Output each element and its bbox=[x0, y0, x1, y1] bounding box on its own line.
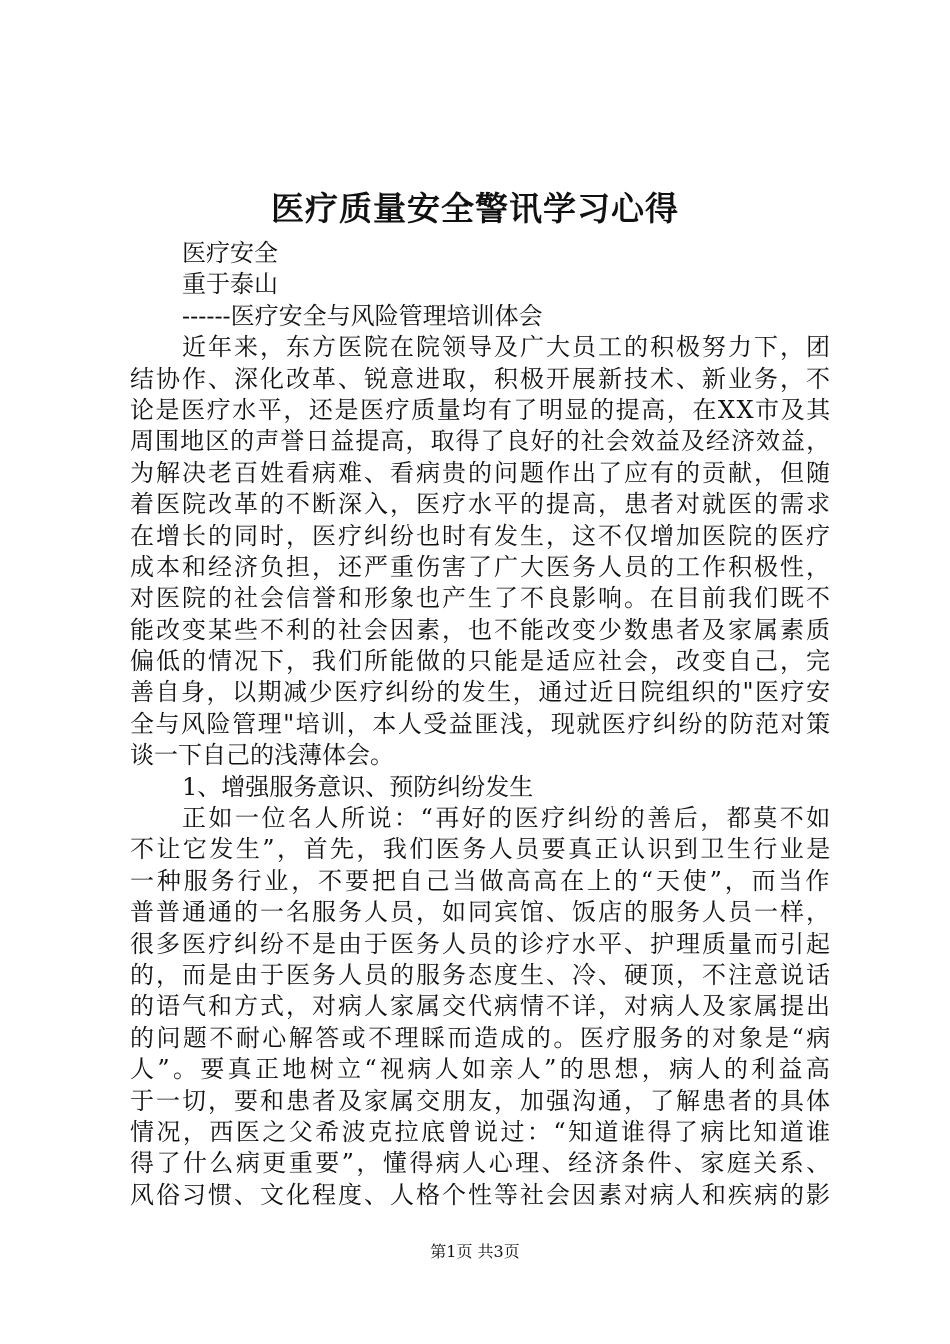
body-line: 为解决老百姓看病难、看病贵的问题作出了应有的贡献，但随 bbox=[130, 458, 832, 487]
body-line: 1、增强服务意识、预防纠纷发生 bbox=[182, 772, 534, 801]
body-line: ------医疗安全与风险管理培训体会 bbox=[182, 301, 543, 330]
body-line: 情况，西医之父希波克拉底曾说过：“知道谁得了病比知道谁 bbox=[130, 1117, 833, 1146]
body-line: 善自身，以期减少医疗纠纷的发生，通过近日院组织的"医疗安 bbox=[130, 678, 832, 707]
body-line: 普普通通的一名服务人员，如同宾馆、饭店的服务人员一样， bbox=[130, 898, 832, 927]
body-line: 全与风险管理"培训，本人受益匪浅，现就医疗纠纷的防范对策 bbox=[130, 709, 832, 738]
document-title: 医疗质量安全警讯学习心得 bbox=[271, 189, 679, 228]
body-line: 能改变某些不利的社会因素，也不能改变少数患者及家属素质 bbox=[130, 615, 832, 644]
body-line: 对医院的社会信誉和形象也产生了不良影响。在目前我们既不 bbox=[130, 584, 832, 613]
body-line: 偏低的情况下，我们所能做的只能是适应社会，改变自己，完 bbox=[130, 647, 832, 676]
body-line: 风俗习惯、文化程度、人格个性等社会因素对病人和疾病的影 bbox=[130, 1180, 832, 1209]
body-line: 于一切，要和患者及家属交朋友，加强沟通，了解患者的具体 bbox=[130, 1086, 832, 1115]
body-line: 重于泰山 bbox=[182, 270, 278, 299]
body-line: 着医院改革的不断深入，医疗水平的提高，患者对就医的需求 bbox=[130, 490, 832, 519]
body-line: 成本和经济负担，还严重伤害了广大医务人员的工作积极性， bbox=[130, 552, 832, 581]
body-line: 谈一下自己的浅薄体会。 bbox=[130, 741, 394, 770]
body-line: 很多医疗纠纷不是由于医务人员的诊疗水平、护理质量而引起 bbox=[130, 929, 832, 958]
body-line: 的语气和方式，对病人家属交代病情不详，对病人及家属提出 bbox=[130, 992, 832, 1021]
page-number-footer: 第1页 共3页 bbox=[430, 1242, 520, 1261]
body-line: 医疗安全 bbox=[182, 239, 278, 267]
body-line: 的，而是由于医务人员的服务态度生、冷、硬顶，不注意说话 bbox=[130, 960, 832, 989]
body-line: 一种服务行业，不要把自己当做高高在上的“天使”，而当作 bbox=[130, 866, 833, 895]
body-line: 人”。要真正地树立“视病人如亲人”的思想，病人的利益高 bbox=[130, 1055, 834, 1084]
body-line: 在增长的同时，医疗纠纷也时有发生，这不仅增加医院的医疗 bbox=[130, 521, 832, 550]
body-line: 结协作、深化改革、锐意进取，积极开展新技术、新业务，不 bbox=[130, 364, 832, 393]
document-body bbox=[130, 238, 834, 1211]
body-line: 近年来，东方医院在院领导及广大员工的积极努力下，团 bbox=[182, 333, 832, 362]
body-line: 论是医疗水平，还是医疗质量均有了明显的提高，在XX市及其 bbox=[130, 395, 832, 424]
body-line: 得了什么病更重要”，懂得病人心理、经济条件、家庭关系、 bbox=[130, 1149, 833, 1178]
body-line: 的问题不耐心解答或不理睬而造成的。医疗服务的对象是“病 bbox=[130, 1023, 833, 1052]
body-line: 周围地区的声誉日益提高，取得了良好的社会效益及经济效益， bbox=[130, 427, 832, 456]
body-line: 不让它发生”，首先，我们医务人员要真正认识到卫生行业是 bbox=[130, 835, 833, 864]
body-line: 正如一位名人所说：“再好的医疗纠纷的善后，都莫不如 bbox=[182, 804, 833, 833]
